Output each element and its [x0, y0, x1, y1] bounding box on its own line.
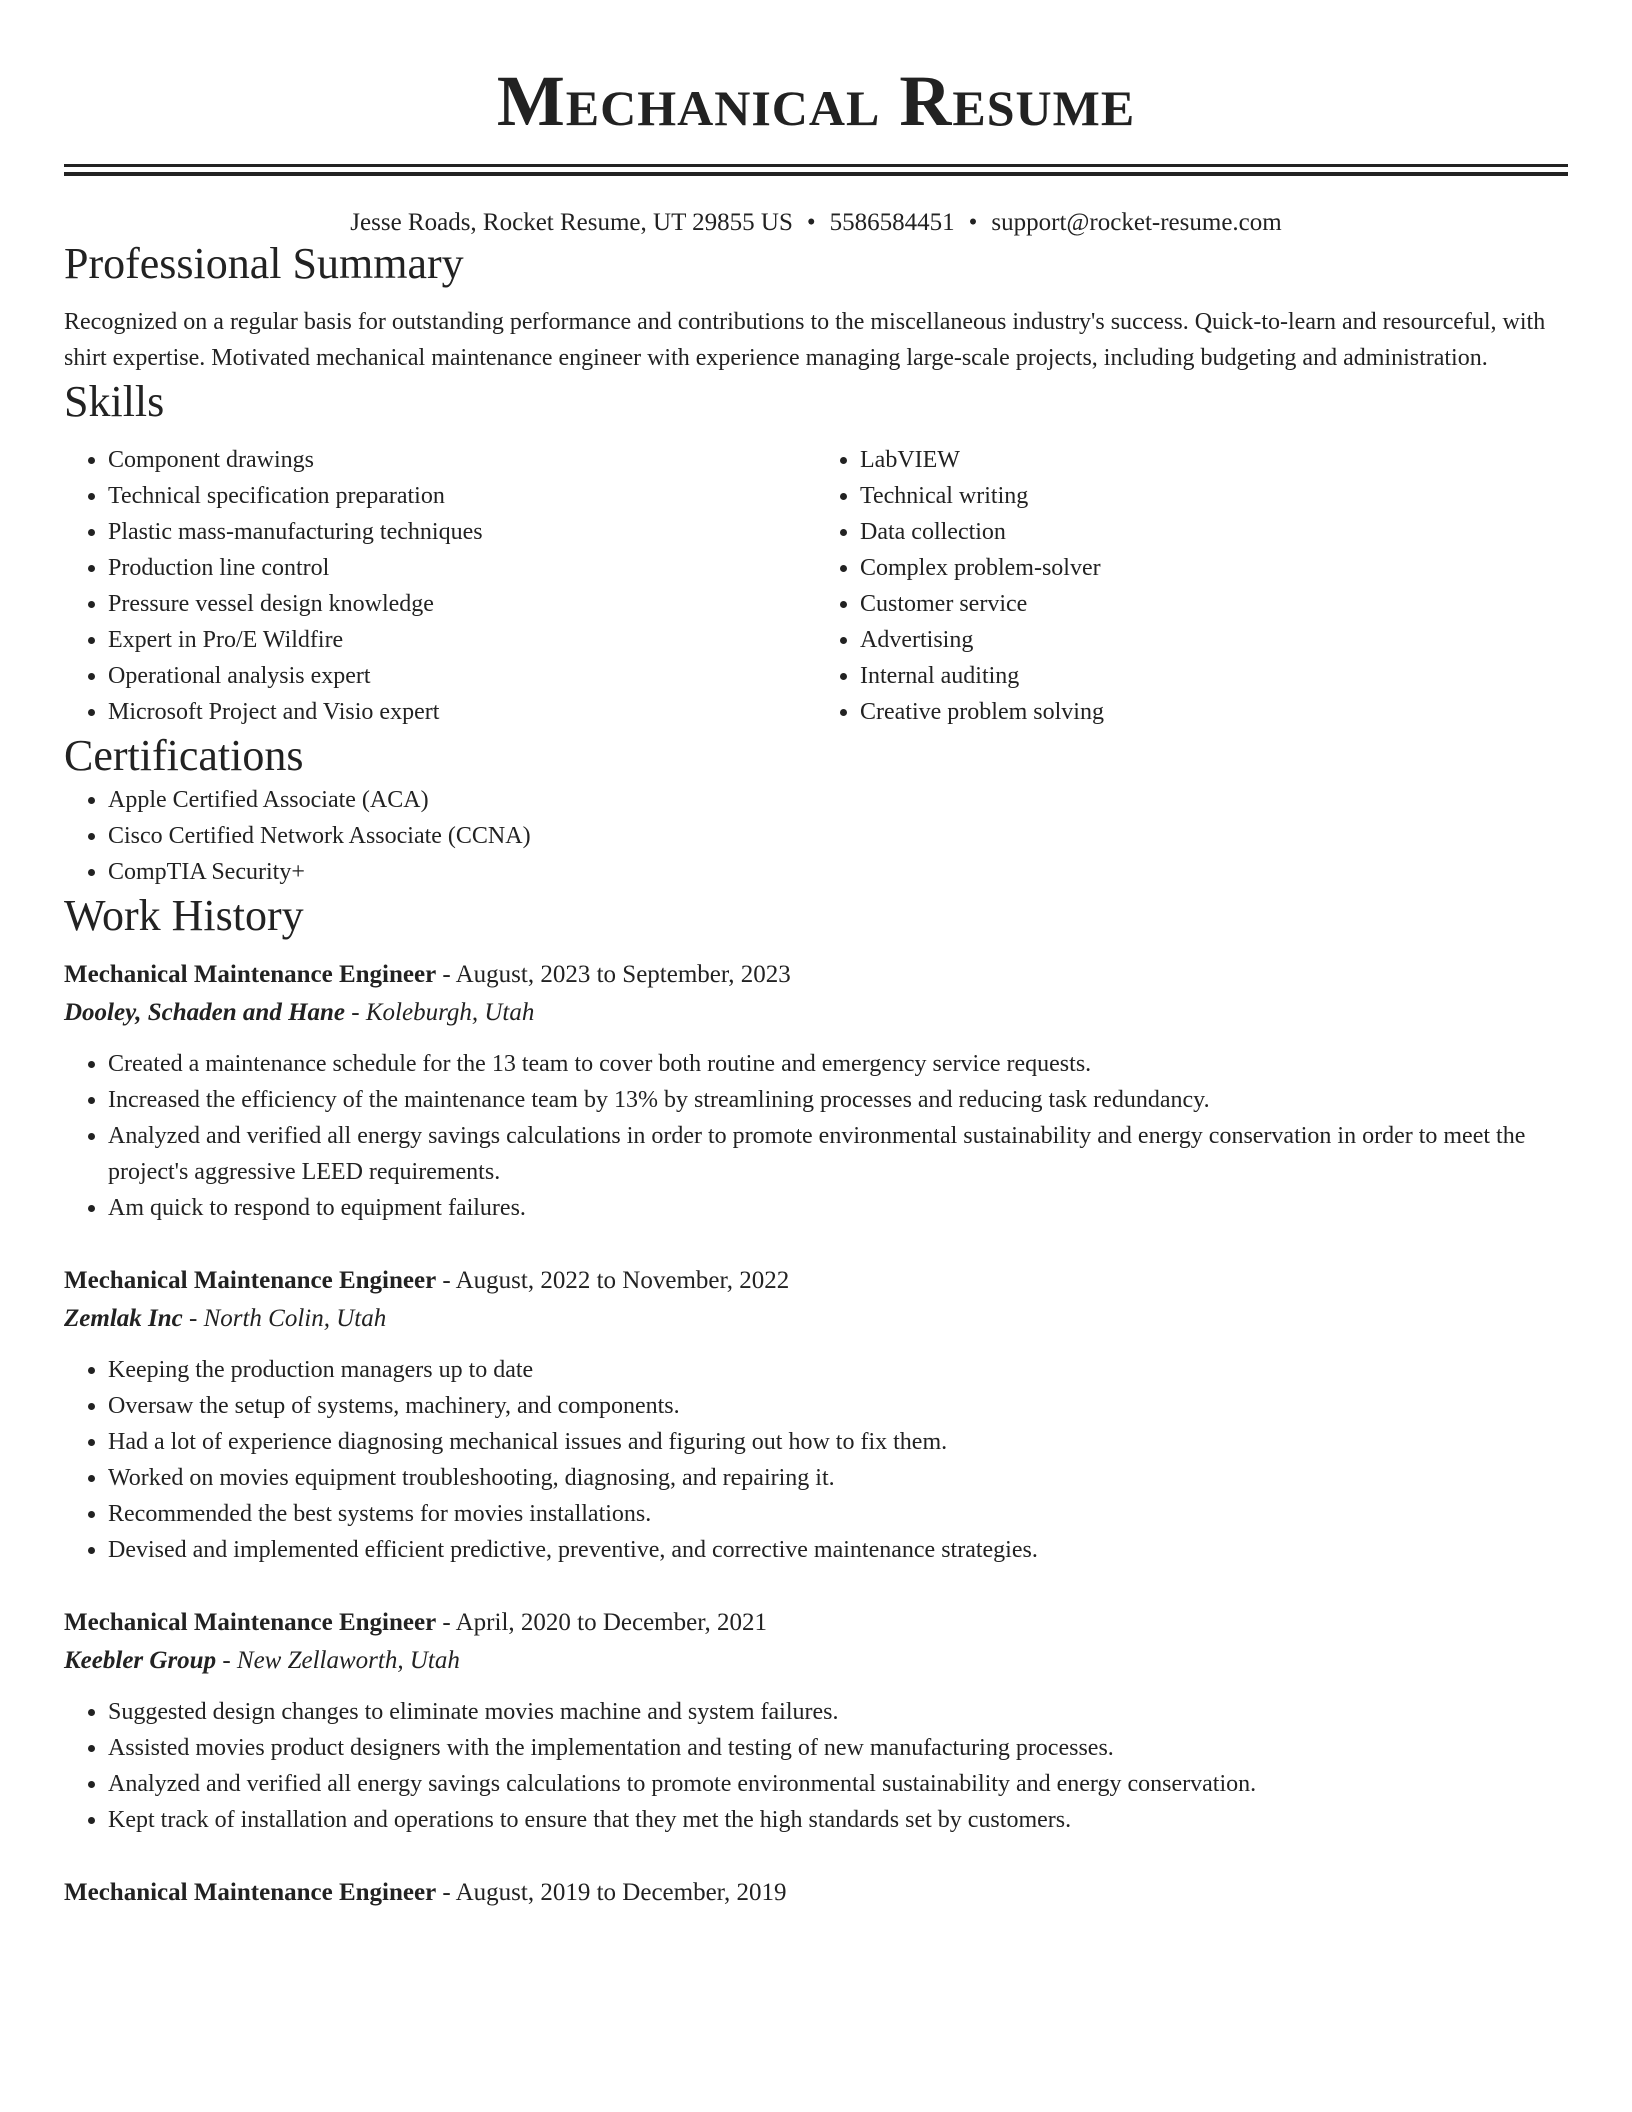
skill-item: • Microsoft Project and Visio expert — [108, 694, 816, 730]
certification-item: • Cisco Certified Network Associate (CCNA) — [108, 818, 1568, 854]
skills-list-left — [64, 442, 816, 730]
job-dates: - August, 2022 to November, 2022 — [436, 1267, 790, 1294]
job-duties-list — [64, 1046, 1568, 1226]
contact-separator: • — [968, 209, 978, 236]
skill-item: • Data collection — [860, 514, 1568, 550]
skill-item: • LabVIEW — [860, 442, 1568, 478]
job-duty-item: • Recommended the best systems for movies installations. — [108, 1496, 1568, 1532]
skill-item: • Creative problem solving — [860, 694, 1568, 730]
job-duty-item: • Had a lot of experience diagnosing mechanical issues and figuring out how to fix them. — [108, 1424, 1568, 1460]
job-company: Zemlak Inc — [64, 1305, 183, 1332]
job-role: Mechanical Maintenance Engineer — [64, 1267, 437, 1294]
work-history-list — [64, 956, 1568, 1912]
contact-separator: • — [806, 209, 816, 236]
skill-item: • Expert in Pro/E Wildfire — [108, 622, 816, 658]
job-company-line — [64, 994, 1568, 1032]
job-dates: - August, 2019 to December, 2019 — [436, 1879, 787, 1906]
skill-item: • Advertising — [860, 622, 1568, 658]
skill-item: • Plastic mass-manufacturing techniques — [108, 514, 816, 550]
job-title-line — [64, 1604, 1568, 1642]
job-title-line — [64, 1874, 1568, 1912]
summary-text: Recognized on a regular basis for outstanding performance and contributions to the miscellaneous industry's success. Quick-to-learn and resourceful, with shirt expertise. Motivated mechanical maintenance engineer with experience managing large-scale projects, including budgeting and administration. — [64, 309, 1546, 371]
certifications-heading: Certifications — [64, 731, 304, 780]
contact-line — [64, 208, 1568, 238]
job-company: Keebler Group — [64, 1647, 217, 1674]
title-double-rule — [64, 164, 1568, 176]
skills-heading: Skills — [64, 377, 165, 426]
certification-item: • CompTIA Security+ — [108, 854, 1568, 890]
job-duty-item: • Keeping the production managers up to date — [108, 1352, 1568, 1388]
job-duties-list — [64, 1694, 1568, 1838]
job-dates: - August, 2023 to September, 2023 — [436, 961, 791, 988]
job-dates: - April, 2020 to December, 2021 — [436, 1609, 768, 1636]
summary-heading: Professional Summary — [64, 239, 464, 288]
job-duty-item: • Oversaw the setup of systems, machinery, and components. — [108, 1388, 1568, 1424]
job-role: Mechanical Maintenance Engineer — [64, 961, 437, 988]
job-company-line — [64, 1642, 1568, 1680]
contact-phone: 5586584451 — [829, 209, 955, 236]
job-company: Dooley, Schaden and Hane — [64, 999, 346, 1026]
skill-item: • Complex problem-solver — [860, 550, 1568, 586]
skill-item: • Component drawings — [108, 442, 816, 478]
job-location: - Koleburgh, Utah — [345, 999, 535, 1026]
work-history-heading: Work History — [64, 891, 304, 940]
skill-item: • Technical specification preparation — [108, 478, 816, 514]
contact-email[interactable]: support@rocket-resume.com — [991, 209, 1282, 236]
contact-address: Jesse Roads, Rocket Resume, UT 29855 US — [350, 209, 793, 236]
job-title-line — [64, 956, 1568, 994]
skill-item: • Technical writing — [860, 478, 1568, 514]
job-location: - North Colin, Utah — [182, 1305, 387, 1332]
job-location: - New Zellaworth, Utah — [216, 1647, 460, 1674]
skill-item: • Internal auditing — [860, 658, 1568, 694]
resume-page — [64, 0, 1568, 1912]
job-entry — [64, 1262, 1568, 1568]
resume-title: Mechanical Resume — [496, 61, 1136, 141]
certifications-list — [64, 782, 1568, 890]
skill-item: • Customer service — [860, 586, 1568, 622]
job-duty-item: • Created a maintenance schedule for the 13 team to cover both routine and emergency service requests. — [108, 1046, 1568, 1082]
job-duty-item: • Analyzed and verified all energy savings calculations in order to promote environmental sustainability and energy conservation in order to meet the project's aggressive LEED requirements. — [108, 1118, 1568, 1190]
job-duty-item: • Analyzed and verified all energy savings calculations to promote environmental sustainability and energy conservation. — [108, 1766, 1568, 1802]
job-duty-item: • Assisted movies product designers with the implementation and testing of new manufacturing processes. — [108, 1730, 1568, 1766]
skill-item: • Production line control — [108, 550, 816, 586]
job-role: Mechanical Maintenance Engineer — [64, 1609, 437, 1636]
skills-columns — [64, 442, 1568, 730]
job-duty-item: • Kept track of installation and operations to ensure that they met the high standards set by customers. — [108, 1802, 1568, 1838]
skills-list-right — [816, 442, 1568, 730]
job-entry — [64, 1874, 1568, 1912]
job-entry — [64, 956, 1568, 1226]
job-role: Mechanical Maintenance Engineer — [64, 1879, 437, 1906]
certification-item: • Apple Certified Associate (ACA) — [108, 782, 1568, 818]
job-duty-item: • Worked on movies equipment troubleshooting, diagnosing, and repairing it. — [108, 1460, 1568, 1496]
job-duty-item: • Suggested design changes to eliminate movies machine and system failures. — [108, 1694, 1568, 1730]
job-duty-item: • Devised and implemented efficient predictive, preventive, and corrective maintenance strategies. — [108, 1532, 1568, 1568]
job-duties-list — [64, 1352, 1568, 1568]
job-entry — [64, 1604, 1568, 1838]
skill-item: • Pressure vessel design knowledge — [108, 586, 816, 622]
job-duty-item: • Increased the efficiency of the maintenance team by 13% by streamlining processes and reducing task redundancy. — [108, 1082, 1568, 1118]
job-company-line — [64, 1300, 1568, 1338]
skill-item: • Operational analysis expert — [108, 658, 816, 694]
job-duty-item: • Am quick to respond to equipment failures. — [108, 1190, 1568, 1226]
job-title-line — [64, 1262, 1568, 1300]
